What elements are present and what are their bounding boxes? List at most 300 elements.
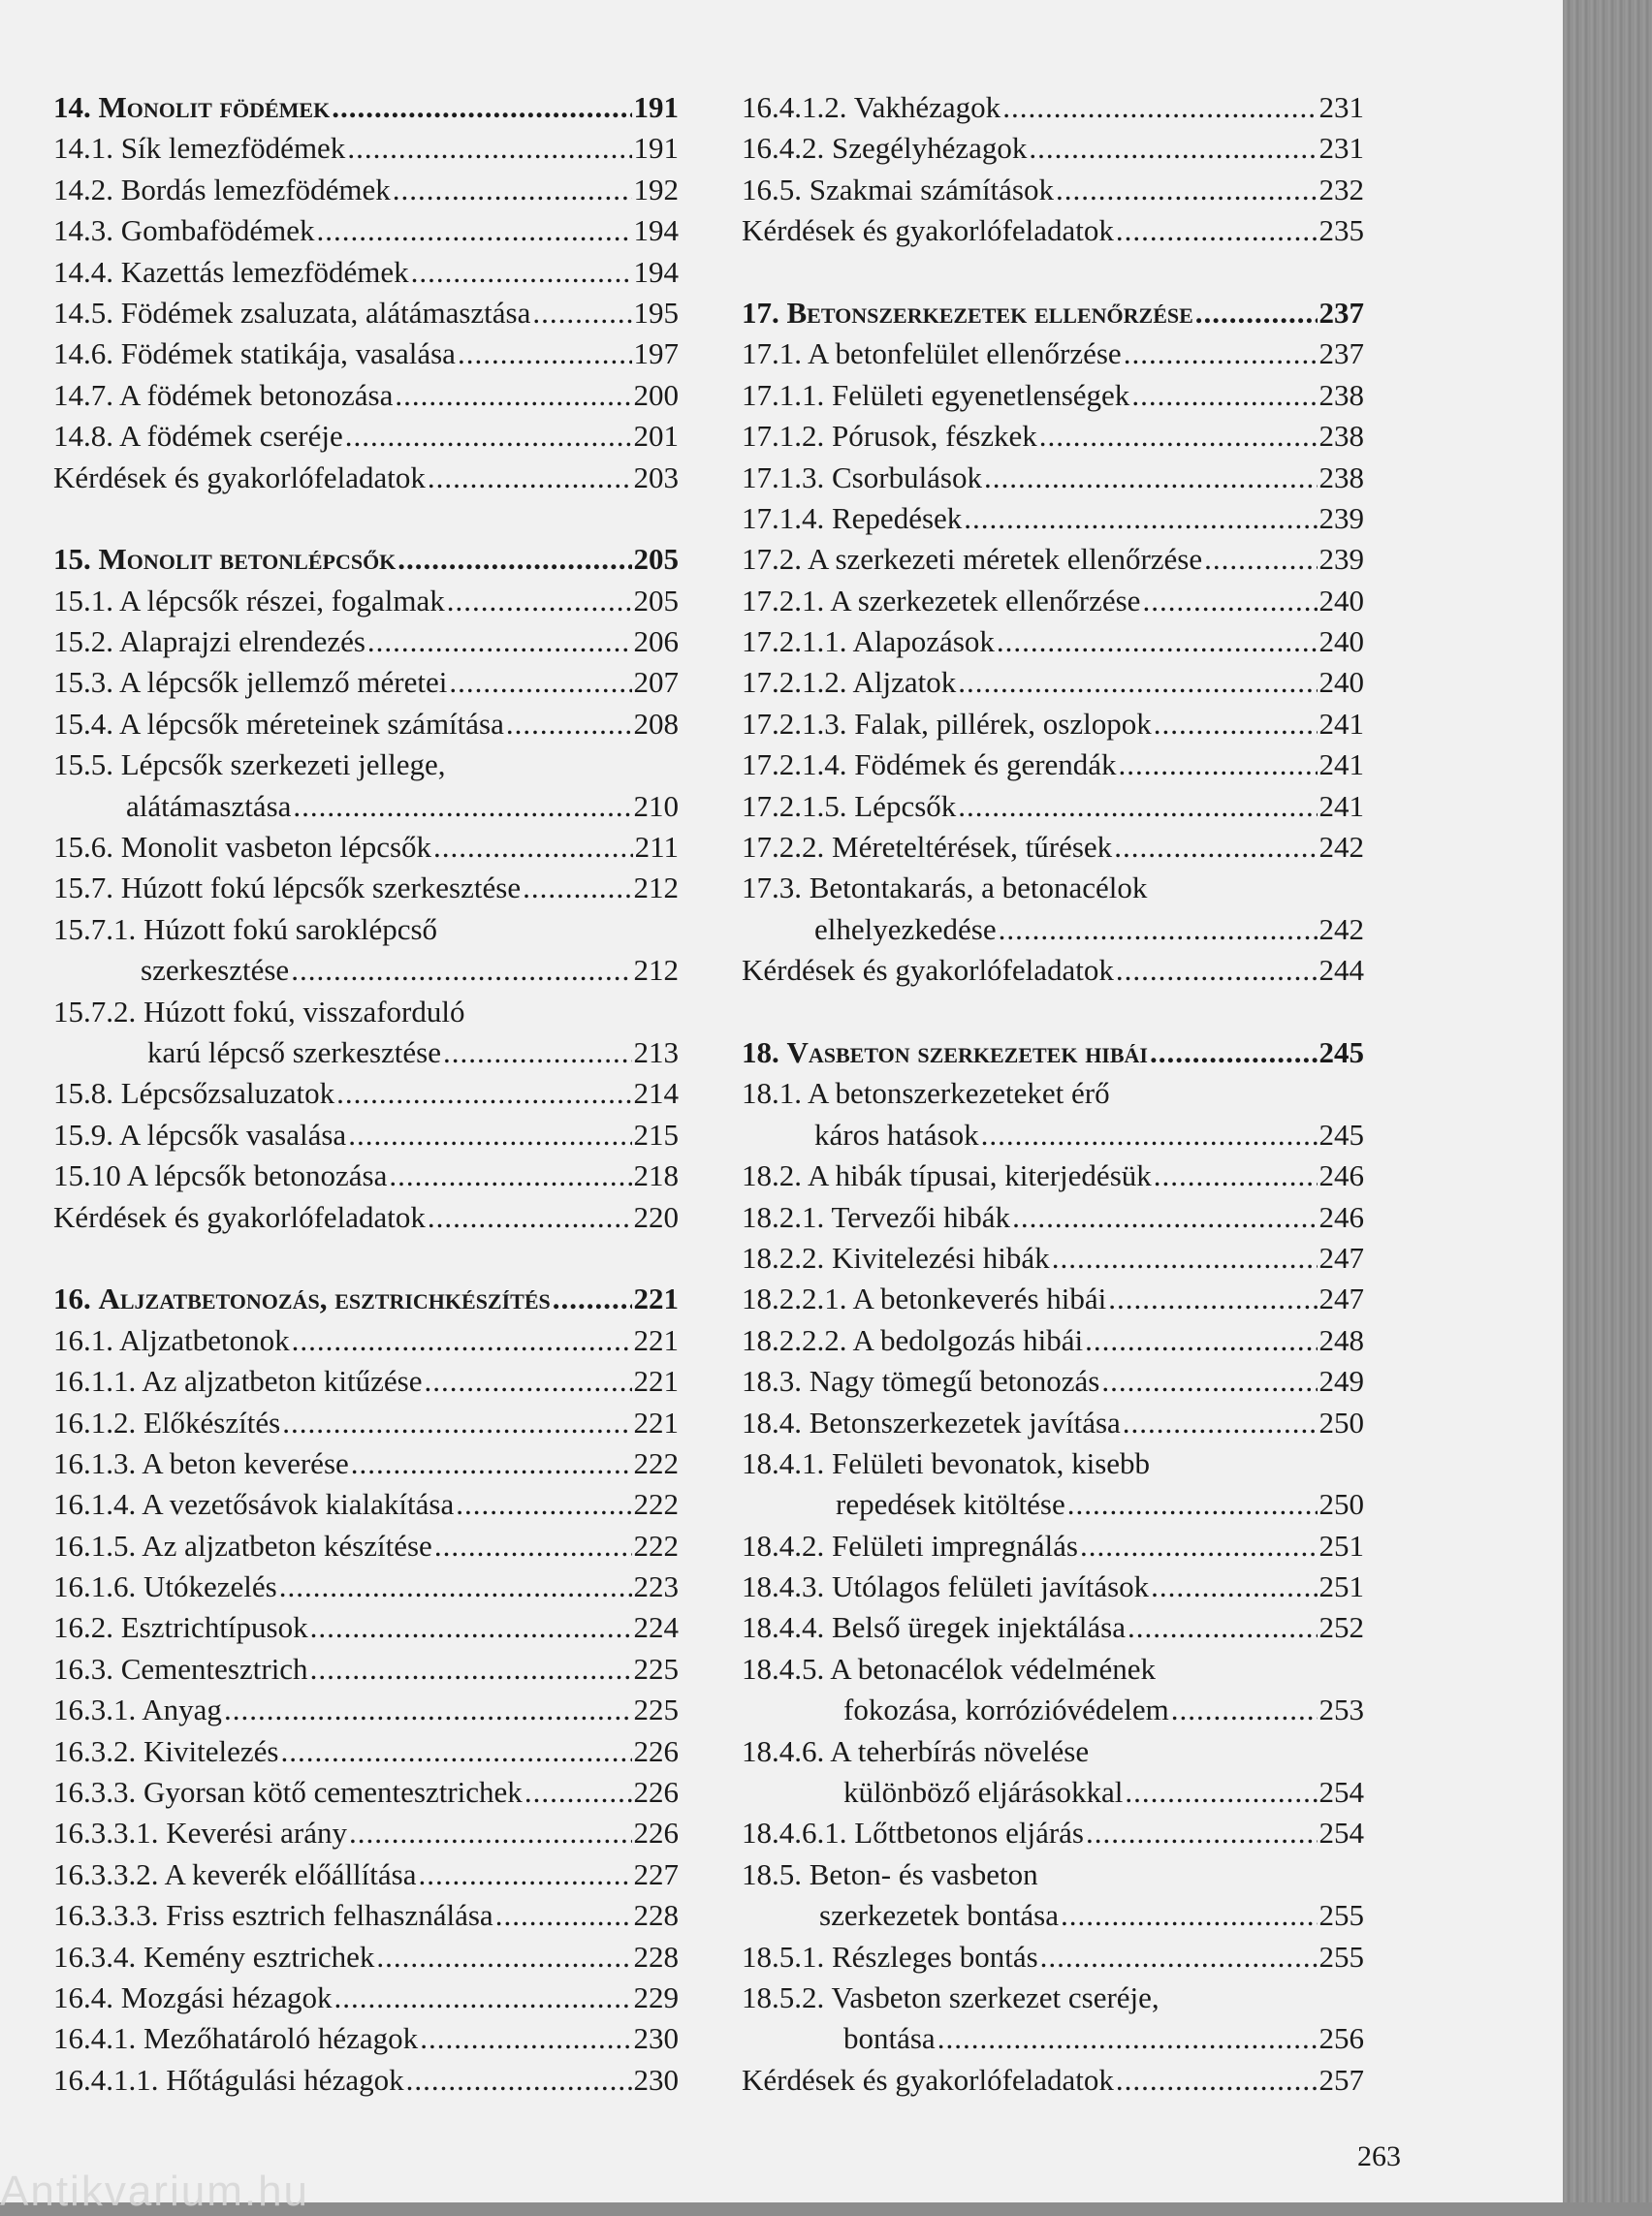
entry-page-number: 225: [633, 1693, 679, 1727]
entry-page-number: 237: [1318, 295, 1364, 330]
entry-title: 14.7. A födémek betonozása: [53, 377, 394, 412]
entry-page-number: 238: [1318, 377, 1364, 412]
dot-leader: [1204, 539, 1317, 580]
chapter-title: [53, 87, 330, 128]
dot-leader: [449, 662, 631, 703]
dot-leader: [334, 1978, 632, 2018]
toc-entry: [742, 375, 1364, 416]
chapter-number: 16.: [53, 1282, 99, 1316]
entry-title: 16.3.4. Kemény esztrichek: [53, 1939, 375, 1974]
entry-page-number: 241: [1318, 706, 1364, 741]
entry-title: 15.3. A lépcsők jellemző méretei: [53, 665, 448, 700]
entry-page-number: 226: [633, 1816, 679, 1851]
dot-leader: [420, 2018, 631, 2059]
dot-leader: [1128, 1607, 1317, 1648]
toc-entry: [742, 333, 1364, 374]
toc-entry: [742, 581, 1364, 621]
entry-title: 16.1.4. A vezetősávok kialakítása: [53, 1487, 455, 1522]
entry-page-number: 231: [1318, 90, 1364, 124]
dot-leader: [279, 1567, 632, 1607]
entry-title: Kérdések és gyakorlófeladatok: [53, 1199, 426, 1234]
dot-leader: [428, 1197, 632, 1238]
entry-title: szerkesztése: [141, 953, 290, 988]
toc-entry: [53, 1649, 679, 1690]
entry-title: 14.3. Gombafödémek: [53, 213, 315, 248]
entry-title: 17.2.1.3. Falak, pillérek, oszlopok: [742, 706, 1152, 741]
entry-page-number: 194: [633, 213, 679, 248]
entry-title: 14.8. A födémek cseréje: [53, 419, 343, 454]
toc-entry: [53, 621, 679, 662]
toc-entry-line: [742, 868, 1364, 908]
toc-entry: [742, 1772, 1364, 1813]
dot-leader: [1125, 1772, 1317, 1813]
dot-leader: [1085, 1320, 1317, 1361]
book-spine-shadow: [1563, 0, 1652, 2202]
entry-page-number: 208: [633, 706, 679, 741]
entry-title: 18.4.6. A teherbírás növelése: [742, 1733, 1090, 1768]
entry-title: 16.3.3.1. Keverési arány: [53, 1816, 348, 1851]
toc-entry: [742, 170, 1364, 210]
dot-leader: [1116, 950, 1318, 991]
dot-leader: [1086, 1813, 1318, 1853]
entry-title: 15.9. A lépcsők vasalása: [53, 1117, 347, 1152]
toc-entry: [53, 293, 679, 333]
entry-page-number: 211: [634, 830, 679, 865]
entry-page-number: 192: [633, 172, 679, 206]
dot-leader: [310, 1649, 632, 1690]
dot-leader: [310, 1607, 632, 1648]
toc-entry: [53, 581, 679, 621]
dot-leader: [1002, 87, 1317, 128]
entry-title: alátámasztása: [126, 788, 292, 823]
entry-title: 18.2.2.1. A betonkeverés hibái: [742, 1282, 1107, 1316]
entry-title: 15.7.1. Húzott fokú saroklépcső: [53, 911, 438, 946]
entry-title: Kérdések és gyakorlófeladatok: [53, 459, 426, 494]
toc-entry: [742, 1484, 1364, 1525]
entry-page-number: 238: [1318, 419, 1364, 454]
dot-leader: [395, 375, 631, 416]
entry-title: 14.6. Födémek statikája, vasalása: [53, 336, 456, 371]
entry-title: Kérdések és gyakorlófeladatok: [742, 213, 1114, 248]
dot-leader: [1114, 827, 1317, 868]
entry-title: 16.4.1. Mezőhatároló hézagok: [53, 2021, 419, 2056]
entry-title: 15.10 A lépcsők betonozása: [53, 1158, 388, 1193]
toc-entry-line: [742, 1443, 1364, 1484]
toc-spacer: [53, 1238, 679, 1279]
entry-title: 16.3.3. Gyorsan kötő cementesztrichek: [53, 1775, 523, 1810]
toc-entry: [742, 498, 1364, 539]
entry-title: 15.5. Lépcsők szerkezeti jellege,: [53, 747, 446, 782]
toc-entry: [742, 1607, 1364, 1648]
toc-entry: [742, 1197, 1364, 1238]
entry-page-number: 228: [633, 1898, 679, 1933]
dot-leader: [1131, 375, 1317, 416]
toc-entry: [53, 950, 679, 991]
chapter-number: 18.: [742, 1034, 787, 1069]
dot-leader: [389, 1155, 631, 1196]
entry-page-number: 246: [1318, 1158, 1364, 1193]
dot-leader: [434, 1526, 632, 1567]
entry-title: 17.3. Betontakarás, a betonacélok: [742, 871, 1148, 905]
entry-page-number: 226: [633, 1775, 679, 1810]
toc-entry: [53, 1073, 679, 1114]
toc-entry-line: [742, 1649, 1364, 1690]
entry-title: elhelyezkedése: [814, 911, 997, 946]
dot-leader: [1101, 1361, 1317, 1402]
toc-entry: [742, 744, 1364, 785]
toc-entry: [742, 1155, 1364, 1196]
toc-entry-line: [742, 1073, 1364, 1114]
toc-entry: [742, 416, 1364, 457]
entry-title: 18.2.2.2. A bedolgozás hibái: [742, 1322, 1084, 1357]
toc-entry: [53, 662, 679, 703]
entry-title: 17.2.1.4. Födémek és gerendák: [742, 747, 1117, 782]
toc-entry: [742, 621, 1364, 662]
entry-title: 17.2.2. Méreteltérések, tűrések: [742, 830, 1113, 865]
entry-title: 16.1.1. Az aljzatbeton kitűzése: [53, 1364, 423, 1399]
entry-title: 16.4.1.1. Hőtágulási hézagok: [53, 2062, 404, 2097]
entry-title: 17.2.1.1. Alapozások: [742, 624, 995, 659]
toc-entry-line: [742, 1731, 1364, 1772]
toc-entry: [53, 1607, 679, 1648]
dot-leader: [997, 621, 1318, 662]
dot-leader: [443, 1032, 632, 1073]
dot-leader: [1029, 128, 1317, 169]
entry-title: 17.1. A betonfelület ellenőrzése: [742, 336, 1122, 371]
dot-leader: [425, 1361, 632, 1402]
entry-page-number: 221: [633, 1364, 679, 1399]
chapter-name: Vasbeton szerkezetek hibái: [786, 1034, 1148, 1069]
dot-leader: [964, 498, 1317, 539]
toc-entry: [742, 1279, 1364, 1319]
toc-entry: [53, 252, 679, 293]
dot-leader: [1124, 333, 1318, 374]
dot-leader: [999, 909, 1318, 950]
toc-left-column: [53, 87, 679, 2101]
entry-title: 15.7.2. Húzott fokú, visszaforduló: [53, 994, 465, 1029]
dot-leader: [523, 868, 631, 908]
dot-leader: [1039, 416, 1318, 457]
entry-page-number: 221: [633, 1322, 679, 1357]
dot-leader: [1040, 1937, 1318, 1978]
entry-title: 17.1.1. Felületi egyenetlenségek: [742, 377, 1130, 412]
toc-entry: [742, 1895, 1364, 1936]
entry-page-number: 218: [633, 1158, 679, 1193]
toc-entry: [742, 1320, 1364, 1361]
dot-leader: [1108, 1279, 1317, 1319]
dot-leader: [1171, 1690, 1318, 1730]
dot-leader: [376, 1937, 631, 1978]
entry-page-number: 252: [1318, 1610, 1364, 1645]
entry-title: 16.1.5. Az aljzatbeton készítése: [53, 1528, 432, 1563]
dot-leader: [958, 662, 1317, 703]
toc-entry-line: [53, 992, 679, 1032]
entry-title: 16.3.3.2. A keverék előállítása: [53, 1856, 417, 1891]
toc-entry: [742, 87, 1364, 128]
toc-entry: [742, 827, 1364, 868]
dot-leader: [418, 1854, 631, 1895]
dot-leader: [447, 581, 632, 621]
toc-entry: [53, 704, 679, 744]
toc-entry: [53, 210, 679, 251]
entry-page-number: 203: [633, 459, 679, 494]
entry-title: 17.1.4. Repedések: [742, 500, 963, 535]
toc-entry: [742, 704, 1364, 744]
entry-page-number: 230: [633, 2021, 679, 2056]
toc-entry-line: [742, 1854, 1364, 1895]
entry-page-number: 248: [1318, 1322, 1364, 1357]
toc-entry: [742, 539, 1364, 580]
entry-page-number: 250: [1318, 1487, 1364, 1522]
watermark-text: Antikvarium.hu: [0, 2168, 310, 2215]
entry-page-number: 213: [633, 1034, 679, 1069]
entry-page-number: 254: [1318, 1775, 1364, 1810]
entry-title: szerkezetek bontása: [819, 1898, 1060, 1933]
entry-title: 16.1.2. Előkészítés: [53, 1405, 281, 1440]
entry-page-number: 250: [1318, 1405, 1364, 1440]
dot-leader: [1119, 744, 1318, 785]
entry-page-number: 240: [1318, 665, 1364, 700]
dot-leader: [428, 458, 632, 498]
chapter-title: [53, 1279, 551, 1319]
toc-entry: [53, 1443, 679, 1484]
chapter-name: Monolit födémek: [98, 90, 331, 124]
entry-page-number: 223: [633, 1569, 679, 1604]
dot-leader: [456, 1484, 631, 1525]
entry-title: 15.6. Monolit vasbeton lépcsők: [53, 830, 432, 865]
toc-entry: [53, 1403, 679, 1443]
toc-entry: [742, 1238, 1364, 1279]
toc-entry: [53, 1320, 679, 1361]
entry-page-number: 221: [633, 1405, 679, 1440]
toc-entry: [53, 1484, 679, 1525]
entry-page-number: 245: [1318, 1117, 1364, 1152]
entry-title: 17.2.1.2. Aljzatok: [742, 665, 957, 700]
entry-page-number: 232: [1318, 172, 1364, 206]
entry-title: repedések kitöltése: [836, 1487, 1065, 1522]
entry-page-number: 222: [633, 1487, 679, 1522]
toc-entry: [53, 170, 679, 210]
entry-page-number: 229: [633, 1979, 679, 2014]
toc-entry: [53, 1690, 679, 1730]
dot-leader: [397, 539, 631, 580]
entry-page-number: 214: [633, 1076, 679, 1111]
entry-title: 18.3. Nagy tömegű betonozás: [742, 1364, 1100, 1399]
entry-page-number: 255: [1318, 1898, 1364, 1933]
toc-entry: [53, 375, 679, 416]
toc-entry: [742, 662, 1364, 703]
dot-leader: [458, 333, 632, 374]
entry-page-number: 242: [1318, 911, 1364, 946]
entry-page-number: 197: [633, 336, 679, 371]
entry-title: 18.2. A hibák típusai, kiterjedésük: [742, 1158, 1152, 1193]
entry-title: 18.4.5. A betonacélok védelmének: [742, 1651, 1156, 1686]
dot-leader: [532, 293, 631, 333]
dot-leader: [1116, 210, 1318, 251]
entry-title: 18.4.6.1. Lőttbetonos eljárás: [742, 1816, 1084, 1851]
toc-entry-line: [53, 744, 679, 785]
entry-page-number: 207: [633, 665, 679, 700]
toc-entry: [742, 1403, 1364, 1443]
entry-title: 16.4. Mozgási hézagok: [53, 1979, 333, 2014]
entry-title: 18.4. Betonszerkezetek javítása: [742, 1405, 1121, 1440]
dot-leader: [406, 2060, 632, 2101]
entry-page-number: 200: [633, 377, 679, 412]
toc-entry: [742, 2060, 1364, 2101]
entry-page-number: 201: [633, 419, 679, 454]
entry-title: 17.2.1. A szerkezetek ellenőrzése: [742, 583, 1141, 617]
entry-page-number: 228: [633, 1939, 679, 1974]
entry-title: 18.2.2. Kivitelezési hibák: [742, 1240, 1050, 1275]
dot-leader: [1195, 293, 1318, 333]
entry-page-number: 239: [1318, 542, 1364, 577]
dot-leader: [433, 827, 633, 868]
chapter-title: [742, 293, 1193, 333]
toc-entry: [742, 2018, 1364, 2059]
entry-title: 16.5. Szakmai számítások: [742, 172, 1054, 206]
entry-title: 16.3.1. Anyag: [53, 1693, 222, 1727]
entry-title: 18.5.2. Vasbeton szerkezet cseréje,: [742, 1979, 1160, 2014]
toc-entry: [742, 1361, 1364, 1402]
toc-entry: [53, 827, 679, 868]
entry-page-number: 251: [1318, 1528, 1364, 1563]
toc-entry: [53, 1115, 679, 1155]
dot-leader: [280, 1731, 631, 1772]
entry-title: 17.1.2. Pórusok, fészkek: [742, 419, 1037, 454]
entry-title: 14.1. Sík lemezfödémek: [53, 131, 346, 166]
toc-entry-line: [53, 909, 679, 950]
entry-title: 18.4.3. Utólagos felületi javítások: [742, 1569, 1150, 1604]
entry-title: 14.4. Kazettás lemezfödémek: [53, 254, 409, 289]
dot-leader: [984, 458, 1318, 498]
toc-entry: [53, 1978, 679, 2018]
toc-entry: [742, 458, 1364, 498]
entry-title: 15.2. Alaprajzi elrendezés: [53, 624, 365, 659]
chapter-name: Betonszerkezetek ellenőrzése: [786, 295, 1193, 330]
toc-entry: [53, 1937, 679, 1978]
entry-page-number: 238: [1318, 459, 1364, 494]
entry-page-number: 240: [1318, 624, 1364, 659]
entry-page-number: 242: [1318, 830, 1364, 865]
dot-leader: [524, 1772, 632, 1813]
dot-leader: [291, 950, 631, 991]
toc-spacer: [742, 252, 1364, 293]
toc-entry: [53, 868, 679, 908]
entry-page-number: 245: [1318, 1034, 1364, 1069]
toc-entry: [53, 1895, 679, 1936]
dot-leader: [351, 1443, 632, 1484]
chapter-number: 17.: [742, 295, 787, 330]
entry-title: különböző eljárásokkal: [843, 1775, 1124, 1810]
toc-entry: [742, 1526, 1364, 1567]
entry-page-number: 253: [1318, 1693, 1364, 1727]
chapter-name: Aljzatbetonozás, esztrichkészítés: [98, 1282, 551, 1316]
entry-title: Kérdések és gyakorlófeladatok: [742, 953, 1114, 988]
entry-page-number: 224: [633, 1610, 679, 1645]
entry-page-number: 205: [633, 542, 679, 577]
toc-entry-line: [742, 1978, 1364, 2018]
entry-title: 18.4.4. Belső üregek injektálása: [742, 1610, 1127, 1645]
entry-page-number: 241: [1318, 747, 1364, 782]
toc-entry: [53, 1567, 679, 1607]
dot-leader: [1142, 581, 1317, 621]
dot-leader: [1154, 704, 1318, 744]
entry-title: 16.1. Aljzatbetonok: [53, 1322, 290, 1357]
dot-leader: [282, 1403, 631, 1443]
entry-page-number: 194: [633, 254, 679, 289]
toc-entry: [53, 333, 679, 374]
dot-leader: [349, 1813, 631, 1853]
entry-page-number: 195: [633, 295, 679, 330]
entry-page-number: 255: [1318, 1939, 1364, 1974]
entry-page-number: 254: [1318, 1816, 1364, 1851]
toc-chapter-heading: [53, 87, 679, 128]
entry-page-number: 240: [1318, 583, 1364, 617]
entry-page-number: 220: [633, 1199, 679, 1234]
chapter-title: [53, 539, 396, 580]
dot-leader: [1052, 1238, 1318, 1279]
entry-page-number: 237: [1318, 336, 1364, 371]
entry-page-number: 191: [633, 90, 679, 124]
toc-spacer: [742, 992, 1364, 1032]
toc-entry: [53, 1813, 679, 1853]
chapter-number: 14.: [53, 90, 99, 124]
entry-page-number: 215: [633, 1117, 679, 1152]
toc-entry: [53, 1526, 679, 1567]
entry-title: Kérdések és gyakorlófeladatok: [742, 2062, 1114, 2097]
dot-leader: [347, 128, 631, 169]
entry-title: karú lépcső szerkesztése: [147, 1034, 441, 1069]
chapter-number: 15.: [53, 542, 99, 577]
entry-title: 14.2. Bordás lemezfödémek: [53, 172, 391, 206]
entry-title: 16.4.1.2. Vakhézagok: [742, 90, 1001, 124]
toc-entry: [742, 1115, 1364, 1155]
entry-page-number: 212: [633, 871, 679, 905]
entry-page-number: 227: [633, 1856, 679, 1891]
entry-page-number: 206: [633, 624, 679, 659]
dot-leader: [495, 1895, 632, 1936]
dot-leader: [1154, 1155, 1318, 1196]
entry-title: 18.2.1. Tervezői hibák: [742, 1199, 1011, 1234]
entry-title: 18.5. Beton- és vasbeton: [742, 1856, 1038, 1891]
toc-entry: [742, 909, 1364, 950]
entry-title: 16.1.6. Utókezelés: [53, 1569, 277, 1604]
dot-leader: [411, 252, 632, 293]
entry-page-number: 249: [1318, 1364, 1364, 1399]
toc-entry: [742, 950, 1364, 991]
toc-entry: [742, 1690, 1364, 1730]
toc-entry: [742, 128, 1364, 169]
entry-title: 14.5. Födémek zsaluzata, alátámasztása: [53, 295, 531, 330]
dot-leader: [506, 704, 632, 744]
entry-title: 18.4.2. Felületi impregnálás: [742, 1528, 1078, 1563]
toc-entry: [53, 2018, 679, 2059]
entry-page-number: 225: [633, 1651, 679, 1686]
entry-title: 18.4.1. Felületi bevonatok, kisebb: [742, 1445, 1151, 1480]
entry-title: 16.1.3. A beton keverése: [53, 1445, 349, 1480]
dot-leader: [1067, 1484, 1318, 1525]
toc-spacer: [53, 498, 679, 539]
entry-page-number: 222: [633, 1528, 679, 1563]
entry-page-number: 247: [1318, 1240, 1364, 1275]
chapter-title: [742, 1032, 1148, 1073]
toc-entry: [53, 2060, 679, 2101]
entry-page-number: 231: [1318, 131, 1364, 166]
toc-entry: [742, 1937, 1364, 1978]
dot-leader: [1080, 1526, 1318, 1567]
entry-page-number: 256: [1318, 2021, 1364, 2056]
dot-leader: [1056, 170, 1318, 210]
